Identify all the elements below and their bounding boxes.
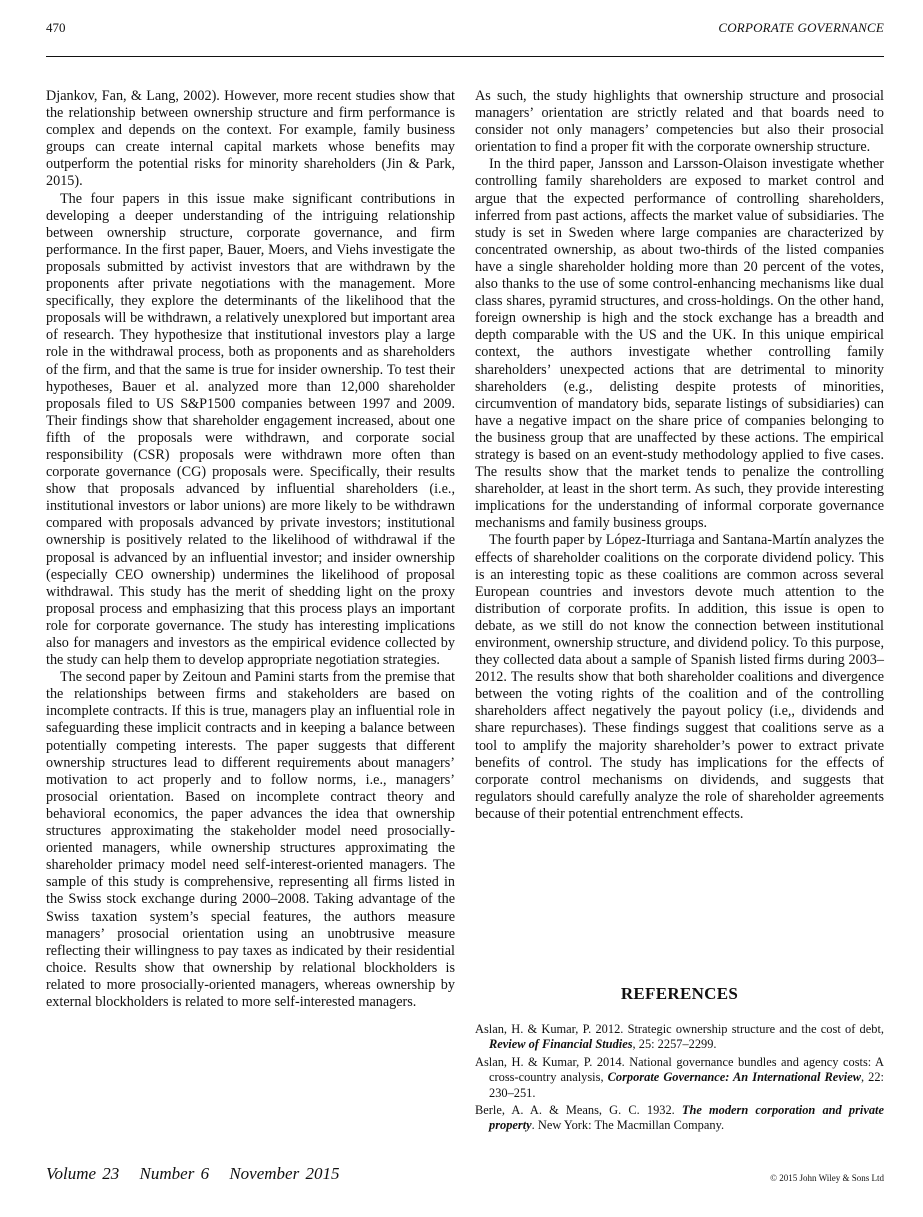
issue-number: Number 6 (139, 1164, 210, 1183)
issue-date: November 2015 (229, 1164, 340, 1183)
reference-item: Aslan, H. & Kumar, P. 2012. Strategic ownership structure and the cost of debt, Review of Financial Studies, 25: 2257–2299. (475, 1022, 884, 1052)
volume: Volume 23 (46, 1164, 120, 1183)
copyright: © 2015 John Wiley & Sons Ltd (770, 1173, 884, 1183)
paragraph: The four papers in this issue make significant contributions in developing a deeper understanding of the intriguing relationship between ownership structure, corporate governance, and firm performance. In the first paper, Bauer, Moers, and Viehs investigate the proposals submitted by activist investors that are withdrawn by the proponents after private negotiations with the management. More specifically, they explore the determinants of the likelihood that the proposals will be withdrawn, a relatively unexplored but important area of research. They hypothesize that institutional investors play a large role in the withdrawal process, both as proponents and as shareholders of the firm, and that the same is true for insider ownership. To test their hypotheses, Bauer et al. analyzed more than 12,000 shareholder proposals filed to US S&P1500 companies between 1997 and 2009. Their findings show that shareholder engagement increased, about one fifth of the proposals were withdrawn, and corporate social responsibility (CSR) proposals were withdrawn more often than corporate governance (CG) proposals were. Specifically, their results show that proposals advanced by influential shareholders (i.e., institutional investors or labor unions) are more likely to be withdrawn compared with proposals advanced by private investors; institutional ownership is positively related to the likelihood of withdrawal if the proposal is advanced by an influential investor; and insider ownership (especially CEO ownership) undermines the likelihood of proposal withdrawal. This study has the merit of shedding light on the proxy proposal process and emphasizing that this process plays an important role for corporate governance. The study has interesting implications also for managers and investors as the empirical evidence collected by the study can help them to develop appropriate negotiation strategies. (46, 190, 455, 669)
right-column (475, 88, 884, 823)
paragraph: As such, the study highlights that ownership structure and prosocial managers’ orientation are strictly related and that boards need to consider not only managers’ competencies but also their prosocial orientation to find a proper fit with the corporate ownership structure. (475, 88, 884, 156)
paragraph: In the third paper, Jansson and Larsson-Olaison investigate whether controlling family shareholders are exposed to market control and argue that the expected performance of controlling shareholders, inferred from past actions, affects the market value of subsidiaries. The study is set in Sweden where large companies are characterized by concentrated ownership, as about two-thirds of the listed companies have a single shareholder holding more than 20 percent of the votes, also thanks to the use of some control-enhancing mechanisms like dual class shares, pyramid structures, and cross-holdings. On the other hand, foreign ownership is high and the stock exchange has a breadth and depth comparable with the US and the UK. In this unique empirical context, the authors investigate whether controlling family shareholders’ unexpected actions that are detrimental to minority shareholders (e.g., delisting despite protests of minorities, circumvention of mandatory bids, separate listings of subsidiaries) can have a negative impact on the share price of companies belonging to the business group that are unaffected by these actions. The empirical strategy is based on an event-study methodology applied to five cases. The results show that the market tends to penalize the controlling shareholder, at least in the short term. As such, they provide interesting implications for the understanding of informal corporate governance mechanisms and family business groups. (475, 156, 884, 532)
paragraph: The fourth paper by López-Iturriaga and Santana-Martín analyzes the effects of shareholder coalitions on the corporate dividend policy. This is an interesting topic as these coalitions are common across several European countries and investors devote much attention to the distribution of corporate profits. In addition, this issue is open to debate, as we still do not know the connection between institutional environment, ownership structure, and dividend policy. To this purpose, they collected data about a sample of Spanish listed firms during 2003–2012. The results show that both shareholder coalitions and divergence between the voting rights of the coalition and of the controlling shareholders affect negatively the payout policy (i.e,, dividends and share repurchases). These findings suggest that coalitions serve as a tool to amplify the majority shareholder’s power to extract private benefits of control. The study has implications for the effects of corporate control mechanisms on dividends, and suggests that regulators should carefully analyze the role of shareholder agreements because of their potential entrenchment effects. (475, 532, 884, 822)
header-rule (46, 56, 884, 57)
paragraph: The second paper by Zeitoun and Pamini starts from the premise that the relationships between firms and stakeholders are based on incomplete contracts. If this is true, managers play an influential role in safeguarding these implicit contracts and in keeping a balance between potentially competing interests. The paper suggests that different ownership structures lead to different requirements about managers’ motivation to act properly and to follow norms, i.e., managers’ prosocial orientation. Based on incomplete contract theory and behavioral economics, the paper advances the idea that ownership structures approximating the stakeholder model need prosocially-oriented managers, while ownership structures approximating the shareholder primacy model need self-interest-oriented managers. The sample of this study is comprehensive, representing all firms listed in the Swiss stock exchange during 2000–2008. Taking advantage of the Swiss taxation system’s special features, the authors measure managers’ prosocial orientation using an unobtrusive measure reflecting their willingness to pay taxes as indicated by their residential choice. Results show that ownership by relational blockholders is related to more prosocially-oriented managers, whereas ownership by external blockholders is related to more self-interested managers. (46, 669, 455, 1010)
references-section (475, 984, 884, 1136)
page-number: 470 (46, 20, 66, 35)
journal-title: CORPORATE GOVERNANCE (718, 20, 884, 35)
reference-item: Berle, A. A. & Means, G. C. 1932. The modern corporation and private property. New York: The Macmillan Company. (475, 1103, 884, 1133)
paragraph: Djankov, Fan, & Lang, 2002). However, more recent studies show that the relationship between ownership structure and firm performance is complex and depends on the context. For example, family business groups can create internal capital markets whose benefits may outperform the potential risks for minority shareholders (Jin & Park, 2015). (46, 88, 455, 190)
references-heading: REFERENCES (620, 984, 739, 1003)
reference-item: Aslan, H. & Kumar, P. 2014. National governance bundles and agency costs: A cross-country analysis, Corporate Governance: An International Review, 22: 230–251. (475, 1054, 884, 1100)
left-column (46, 88, 455, 1011)
running-header (46, 20, 884, 40)
issue-info (46, 1164, 353, 1184)
